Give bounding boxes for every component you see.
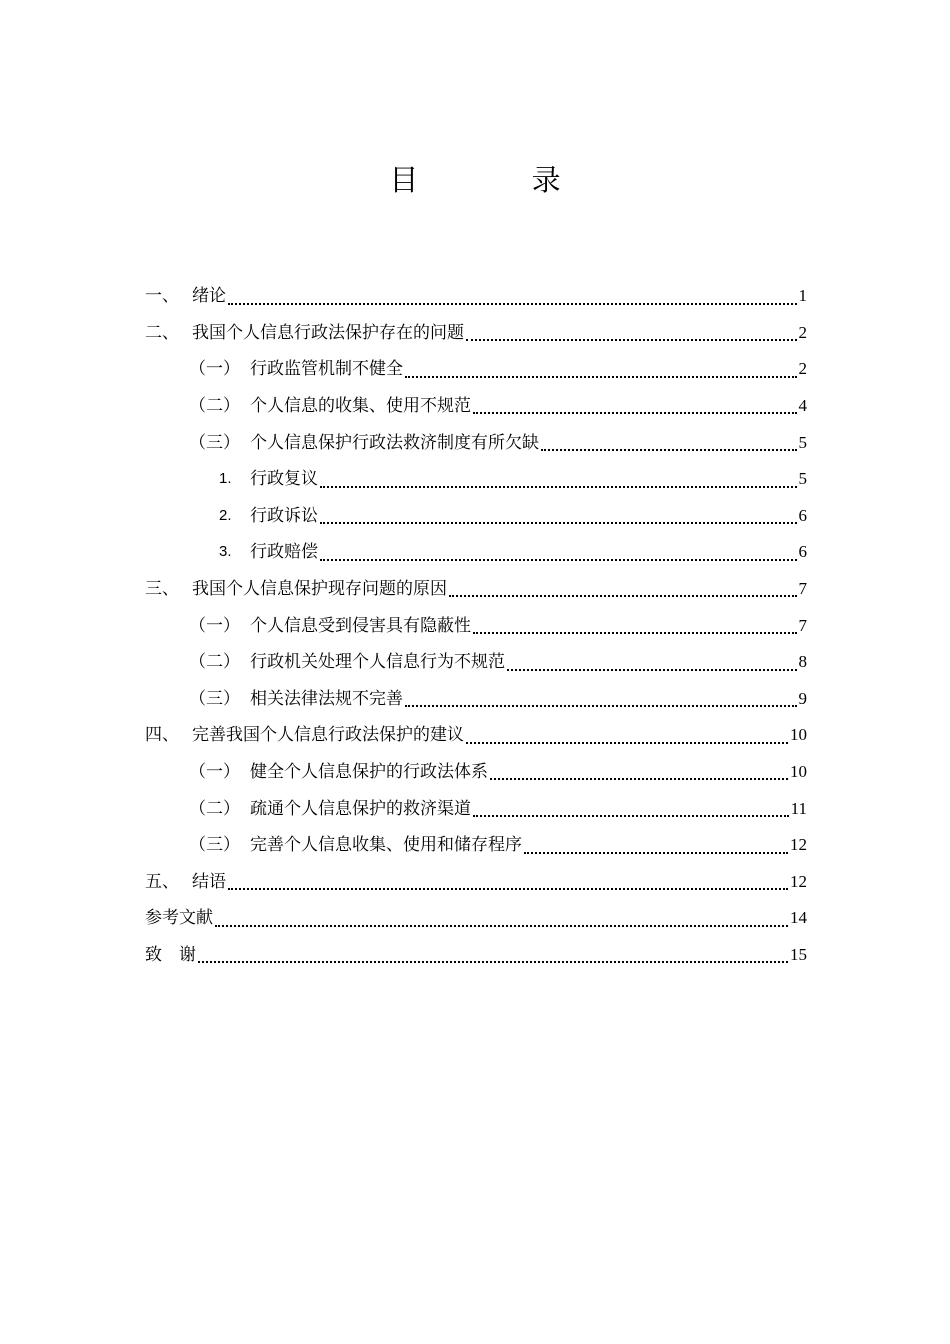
toc-entry-number: （一） <box>189 762 240 783</box>
dot-leader <box>405 705 797 707</box>
dot-leader <box>490 778 788 780</box>
dot-leader <box>466 742 788 744</box>
toc-entry-page: 2 <box>798 322 807 342</box>
dot-leader <box>524 852 788 854</box>
toc-entry[interactable] <box>145 351 807 388</box>
toc-entry[interactable] <box>145 937 807 974</box>
toc-entry-page: 10 <box>790 725 807 745</box>
dot-leader <box>228 303 797 305</box>
toc-entry-page: 11 <box>790 798 807 818</box>
toc-entry[interactable] <box>145 681 807 718</box>
toc-entry-page: 8 <box>798 652 807 672</box>
toc-entry-title: 行政复议 <box>250 469 318 490</box>
toc-entry[interactable] <box>145 644 807 681</box>
toc-entry-number: 二、 <box>145 322 179 343</box>
toc-entry-title: 行政赔偿 <box>250 542 318 563</box>
dot-leader <box>405 376 797 378</box>
dot-leader <box>541 449 797 451</box>
toc-entry-number: （一） <box>189 359 240 380</box>
dot-leader <box>507 669 797 671</box>
dot-leader <box>320 559 797 561</box>
toc-entry[interactable] <box>145 827 807 864</box>
toc-entry-number: （二） <box>189 652 240 673</box>
dot-leader <box>320 522 797 524</box>
toc-entry-page: 14 <box>790 908 807 928</box>
toc-entry-title: 健全个人信息保护的行政法体系 <box>250 762 488 783</box>
toc-entry-number: 四、 <box>145 725 179 746</box>
dot-leader <box>473 412 797 414</box>
toc-entry-title: 行政机关处理个人信息行为不规范 <box>250 652 505 673</box>
toc-entry[interactable] <box>145 900 807 937</box>
toc-entry-number: （二） <box>189 396 240 417</box>
toc-entry-page: 6 <box>798 505 807 525</box>
toc-entry[interactable] <box>145 315 807 352</box>
toc-entry-title: 参考文献 <box>145 908 213 929</box>
toc-entry-title: 个人信息保护行政法救济制度有所欠缺 <box>250 432 539 453</box>
toc-entry-number: 1. <box>219 470 232 488</box>
toc-entry-title: 行政监管机制不健全 <box>250 359 403 380</box>
toc-entry-number: 三、 <box>145 579 179 600</box>
toc-entry[interactable] <box>145 534 807 571</box>
toc-entry-page: 15 <box>790 944 807 964</box>
toc-entry[interactable] <box>145 424 807 461</box>
toc-entry-page: 7 <box>798 615 807 635</box>
toc-entry-page: 5 <box>798 432 807 452</box>
toc-entry[interactable] <box>145 754 807 791</box>
toc-entry-number: 一、 <box>145 286 179 307</box>
toc-entry[interactable] <box>145 607 807 644</box>
toc-entry-page: 5 <box>798 469 807 489</box>
dot-leader <box>320 486 797 488</box>
toc-entry[interactable] <box>145 864 807 901</box>
toc-entry-page: 7 <box>798 579 807 599</box>
toc-entry-title: 我国个人信息行政法保护存在的问题 <box>192 322 464 343</box>
toc-entry[interactable] <box>145 717 807 754</box>
toc-entry-page: 2 <box>798 359 807 379</box>
toc-entry-number: （三） <box>189 835 240 856</box>
toc-entry-title: 完善我国个人信息行政法保护的建议 <box>192 725 464 746</box>
toc-entry[interactable] <box>145 388 807 425</box>
toc-entry-title: 个人信息的收集、使用不规范 <box>250 396 471 417</box>
toc-entry-title: 致 谢 <box>145 944 196 965</box>
toc-entry-number: 五、 <box>145 871 179 892</box>
toc-entry-number: （三） <box>189 688 240 709</box>
toc-entry[interactable] <box>145 571 807 608</box>
dot-leader <box>198 961 788 963</box>
toc-entry-number: （二） <box>189 798 240 819</box>
dot-leader <box>215 925 788 927</box>
toc-entry-page: 10 <box>790 762 807 782</box>
toc-entry-number: 2. <box>219 506 232 524</box>
toc-entry-title: 结语 <box>192 871 226 892</box>
dot-leader <box>473 815 789 817</box>
toc-entry-page: 12 <box>790 835 807 855</box>
toc-entry[interactable] <box>145 790 807 827</box>
toc-entry-page: 9 <box>798 688 807 708</box>
dot-leader <box>466 339 797 341</box>
toc-entry-page: 6 <box>798 542 807 562</box>
dot-leader <box>449 595 797 597</box>
toc-entry-number: （三） <box>189 432 240 453</box>
toc-entry-page: 1 <box>798 286 807 306</box>
toc-entry[interactable] <box>145 498 807 535</box>
toc-entry[interactable] <box>145 278 807 315</box>
toc-entry-title: 相关法律法规不完善 <box>250 688 403 709</box>
toc-entry-title: 行政诉讼 <box>250 505 318 526</box>
table-of-contents <box>145 278 807 973</box>
toc-entry-title: 疏通个人信息保护的救济渠道 <box>250 798 471 819</box>
toc-entry-title: 完善个人信息收集、使用和储存程序 <box>250 835 522 856</box>
toc-entry-page: 4 <box>798 396 807 416</box>
toc-entry-title: 个人信息受到侵害具有隐蔽性 <box>250 615 471 636</box>
toc-entry-number: 3. <box>219 543 232 561</box>
toc-entry-title: 我国个人信息保护现存问题的原因 <box>192 579 447 600</box>
dot-leader <box>228 888 788 890</box>
toc-entry-page: 12 <box>790 871 807 891</box>
toc-entry-number: （一） <box>189 615 240 636</box>
page-title: 目 录 <box>389 163 613 197</box>
toc-entry[interactable] <box>145 461 807 498</box>
toc-entry-title: 绪论 <box>192 286 226 307</box>
dot-leader <box>473 632 797 634</box>
